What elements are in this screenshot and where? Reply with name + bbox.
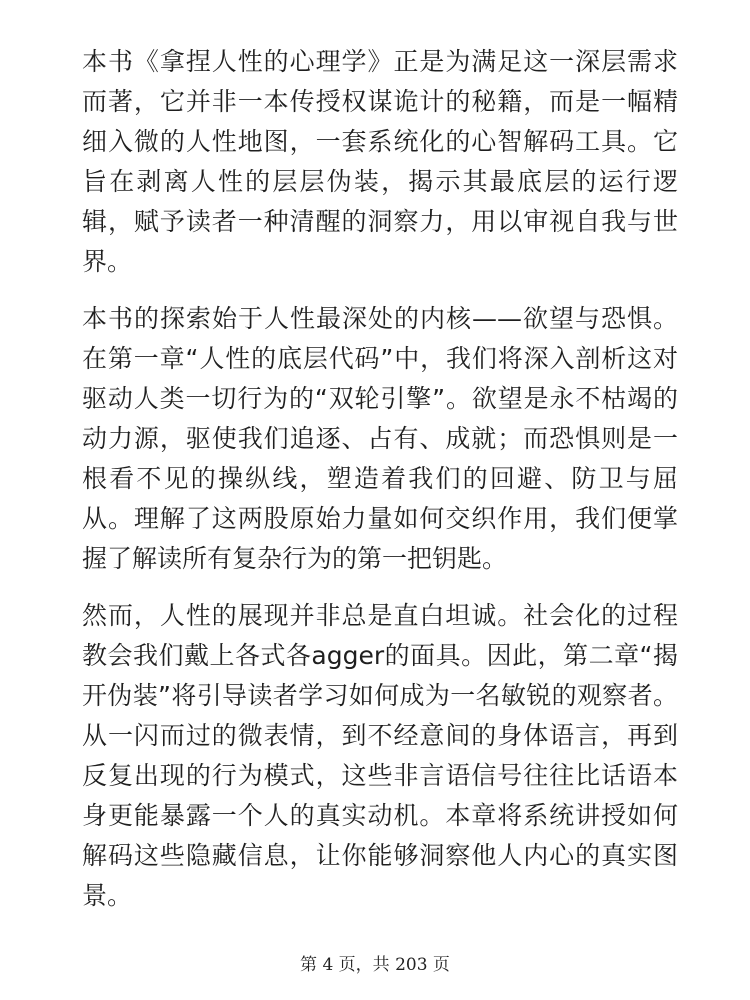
- paragraph-2: 本书的探索始于人性最深处的内核——欲望与恐惧。在第一章“人性的底层代码”中，我们将深入剖析这对驱动人类一切行为的“双轮引擎”。欲望是永不枯竭的动力源，驱使我们追逐、占有、成就；而恐惧则是一根看不见的操纵线，塑造着我们的回避、防卫与屈从。理解了这两股原始力量如何交织作用，我们便掌握了解读所有复杂行为的第一把钥匙。: [82, 304, 678, 573]
- paragraph-3: 然而，人性的展现并非总是直白坦诚。社会化的过程教会我们戴上各式各agger的面具。因此，第二章“揭开伪装”将引导读者学习如何成为一名敏锐的观察者。从一闪而过的微表情，到不经意间的身体语言，再到反复出现的行为模式，这些非言语信号往往比话语本身更能暴露一个人的真实动机。本章将系统讲授如何解码这些隐藏信息，让你能够洞察他人内心的真实图景。: [82, 601, 678, 910]
- page-number-footer: 第 4 页，共 203 页: [300, 955, 450, 975]
- paragraph-1: 本书《拿捏人性的心理学》正是为满足这一深层需求而著，它并非一本传授权谋诡计的秘籍，而是一幅精细入微的人性地图，一套系统化的心智解码工具。它旨在剥离人性的层层伪装，揭示其最底层的运行逻辑，赋予读者一种清醒的洞察力，用以审视自我与世界。: [82, 47, 678, 276]
- page-body: [82, 42, 678, 933]
